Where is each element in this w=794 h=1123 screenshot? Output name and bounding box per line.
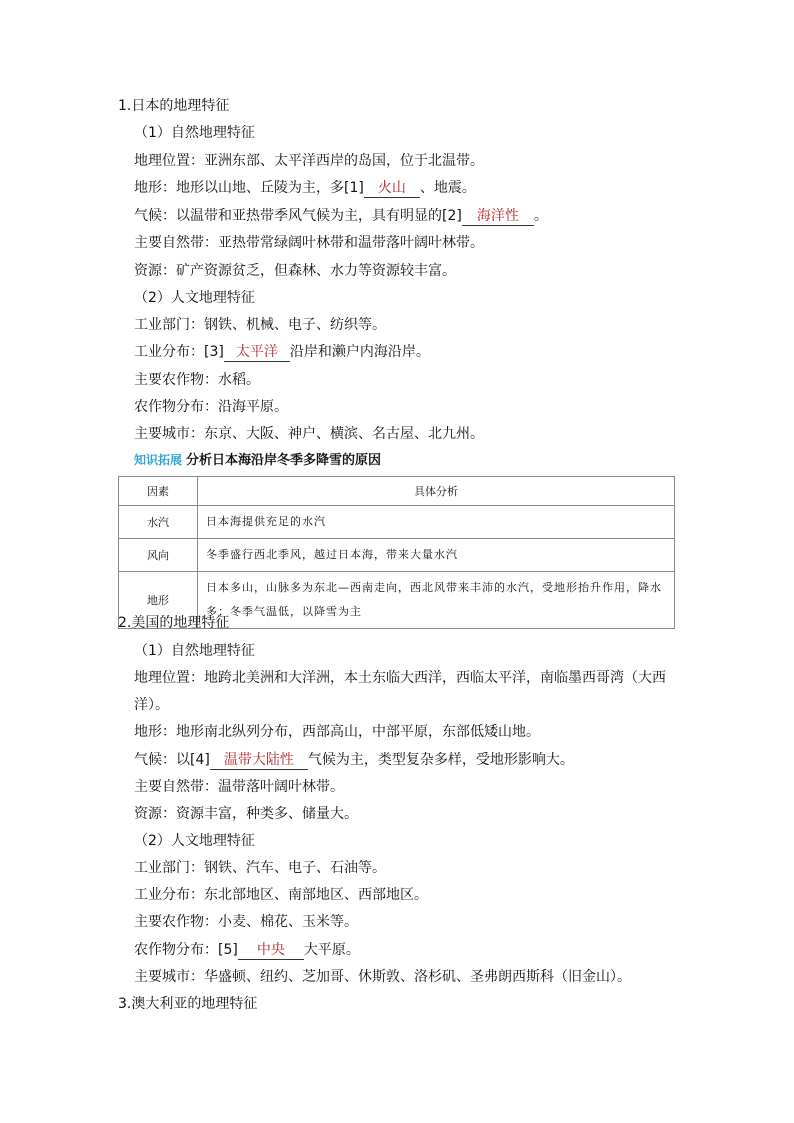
usa-resources: 资源：资源丰富，种类多、储量大。 bbox=[134, 806, 358, 822]
usa-crop-dist-suffix: 大平原。 bbox=[303, 942, 360, 958]
extension-header bbox=[134, 450, 381, 471]
terrain-prefix: 地形：地形以山地、丘陵为主，多[1] bbox=[134, 180, 364, 196]
japan-industry-distribution bbox=[134, 342, 430, 362]
table-cell-factor: 地形 bbox=[119, 572, 198, 629]
usa-industry: 工业部门：钢铁、汽车、电子、石油等。 bbox=[134, 860, 386, 876]
table-header-factor: 因素 bbox=[119, 477, 198, 506]
subsection-natural-title: （1）自然地理特征 bbox=[134, 643, 255, 659]
table-cell-analysis: 日本海提供充足的水汽 bbox=[198, 506, 675, 539]
usa-climate bbox=[134, 750, 574, 770]
answer-blank-5: 中央 bbox=[238, 941, 304, 960]
japan-resources: 资源：矿产资源贫乏，但森林、水力等资源较丰富。 bbox=[134, 263, 456, 279]
table-cell-analysis: 冬季盛行西北季风，越过日本海，带来大量水汽 bbox=[198, 539, 675, 572]
japan-cities: 主要城市：东京、大阪、神户、横滨、名古屋、北九州。 bbox=[134, 426, 484, 442]
section-heading-usa: 2.美国的地理特征 bbox=[118, 615, 230, 631]
subsection-natural-title: （1）自然地理特征 bbox=[134, 125, 255, 141]
japan-location: 地理位置：亚洲东部、太平洋西岸的岛国，位于北温带。 bbox=[134, 153, 484, 169]
usa-industry-distribution: 工业分布：东北部地区、南部地区、西部地区。 bbox=[134, 887, 428, 903]
table-cell-factor: 风向 bbox=[119, 539, 198, 572]
japan-industry: 工业部门：钢铁、机械、电子、纺织等。 bbox=[134, 317, 386, 333]
japan-crops: 主要农作物：水稻。 bbox=[134, 372, 260, 388]
usa-crop-dist-prefix: 农作物分布：[5] bbox=[134, 942, 238, 958]
table-row bbox=[119, 539, 675, 572]
japan-climate bbox=[134, 206, 548, 226]
section-heading-australia: 3.澳大利亚的地理特征 bbox=[118, 996, 258, 1012]
table-header-row bbox=[119, 477, 675, 506]
extension-title: 分析日本海沿岸冬季多降雪的原因 bbox=[186, 453, 382, 468]
table-cell-analysis: 日本多山，山脉多为东北—西南走向，西北风带来丰沛的水汽，受地形抬升作用，降水多；冬季气温低，以降雪为主 bbox=[198, 572, 675, 629]
usa-location-line-2: 洋）。 bbox=[134, 697, 169, 713]
usa-cities: 主要城市：华盛顿、纽约、芝加哥、休斯敦、洛杉矶、圣弗朗西斯科（旧金山）。 bbox=[134, 969, 631, 985]
usa-climate-suffix: 气候为主，类型复杂多样，受地形影响大。 bbox=[307, 752, 574, 768]
section-heading-japan: 1.日本的地理特征 bbox=[118, 98, 230, 114]
climate-prefix: 气候：以温带和亚热带季风气候为主，具有明显的[2] bbox=[134, 208, 462, 224]
terrain-suffix: 、地震。 bbox=[419, 180, 476, 196]
climate-suffix: 。 bbox=[533, 208, 548, 224]
answer-blank-1: 火山 bbox=[364, 179, 420, 198]
table-cell-factor: 水汽 bbox=[119, 506, 198, 539]
answer-blank-4: 温带大陆性 bbox=[210, 751, 308, 770]
answer-blank-3: 太平洋 bbox=[224, 343, 290, 362]
japan-terrain bbox=[134, 178, 476, 198]
ind-dist-suffix: 沿岸和濑户内海沿岸。 bbox=[289, 344, 430, 360]
extension-tag: 知识拓展 bbox=[134, 453, 183, 467]
subsection-human-title: （2）人文地理特征 bbox=[134, 833, 255, 849]
table-header-analysis: 具体分析 bbox=[198, 477, 675, 506]
subsection-human-title: （2）人文地理特征 bbox=[134, 290, 255, 306]
usa-terrain: 地形：地形南北纵列分布，西部高山，中部平原，东部低矮山地。 bbox=[134, 724, 540, 740]
japan-natural-zone: 主要自然带：亚热带常绿阔叶林带和温带落叶阔叶林带。 bbox=[134, 235, 484, 251]
usa-natural-zone: 主要自然带：温带落叶阔叶林带。 bbox=[134, 779, 344, 795]
usa-crop-distribution bbox=[134, 940, 360, 960]
answer-blank-2: 海洋性 bbox=[462, 207, 534, 226]
table-row bbox=[119, 506, 675, 539]
ind-dist-prefix: 工业分布：[3] bbox=[134, 344, 224, 360]
usa-climate-prefix: 气候：以[4] bbox=[134, 752, 210, 768]
japan-crop-distribution: 农作物分布：沿海平原。 bbox=[134, 399, 288, 415]
usa-crops: 主要农作物：小麦、棉花、玉米等。 bbox=[134, 914, 358, 930]
snow-factors-table bbox=[118, 476, 675, 629]
usa-location-line-1: 地理位置：地跨北美洲和大洋洲，本土东临大西洋，西临太平洋，南临墨西哥湾（大西 bbox=[134, 670, 666, 686]
